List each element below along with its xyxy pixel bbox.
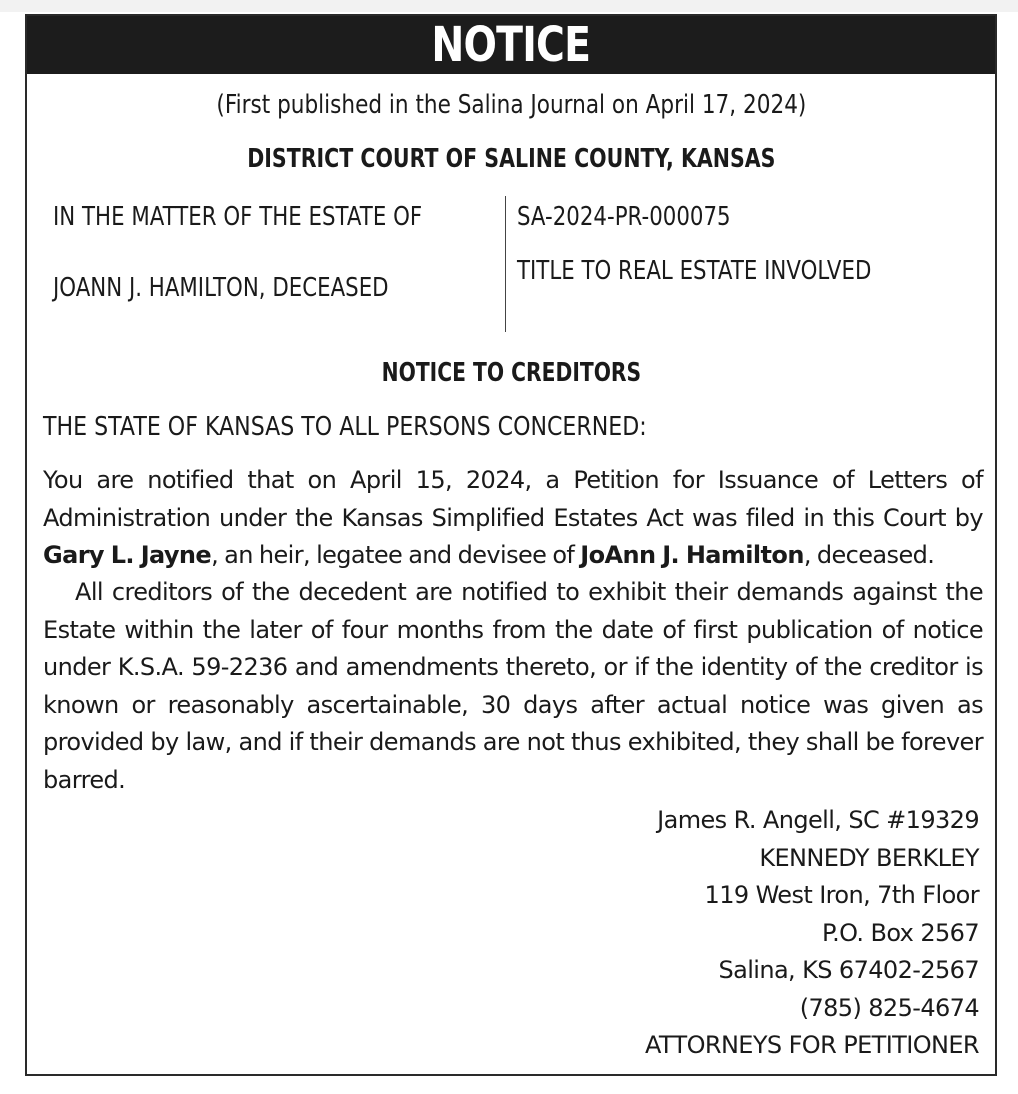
- phone-number: (785) 825-4674: [799, 993, 979, 1022]
- caption-divider: [505, 196, 506, 332]
- caption-decedent-text: JOANN J. HAMILTON, DECEASED: [53, 273, 389, 303]
- notice-heading: NOTICE: [431, 17, 591, 73]
- attorney-name: James R. Angell, SC #19329: [657, 806, 979, 834]
- caption-estate-of: [53, 202, 503, 232]
- court-text: DISTRICT COURT OF SALINE COUNTY, KANSAS: [246, 144, 776, 174]
- caption-estate-of-text: IN THE MATTER OF THE ESTATE OF: [53, 202, 423, 232]
- legal-notice: [25, 14, 997, 1076]
- publication-text: (First published in the Salina Journal on April 17, 2024): [216, 90, 806, 120]
- po-box: P.O. Box 2567: [821, 918, 979, 947]
- paragraph-creditors: All creditors of the decedent are notified to exhibit their demands against the Estate within the later of four months from the date of first publication of notice under K.S.A. 59-2236 and amendments thereto, or if the identity of the creditor is known or reasonably ascertainable, 30 days after actual notice was given as provided by law, and if their demands are not thus exhibited, they shall be forever barred.: [43, 578, 983, 794]
- paragraph-petition: [43, 462, 983, 575]
- addressee-line: [43, 412, 753, 442]
- decedent-name: JoAnn J. Hamilton: [580, 541, 804, 569]
- law-firm: KENNEDY BERKLEY: [759, 843, 979, 872]
- top-strip: [0, 0, 1018, 12]
- city-state-zip: Salina, KS 67402-2567: [718, 956, 979, 984]
- attorney-role: ATTORNEYS FOR PETITIONER: [644, 1031, 979, 1059]
- street-address: 119 West Iron, 7th Floor: [704, 881, 979, 909]
- notice-banner: [27, 16, 995, 74]
- court-name: [27, 144, 995, 174]
- petitioner-name: Gary L. Jayne: [43, 541, 212, 569]
- publication-line: [27, 90, 995, 120]
- case-number: [517, 202, 777, 232]
- paragraph-petition-part1: You are notified that on April 15, 2024, a Petition for Issuance of Letters of Administration under the Kansas Simplified Estates Act was filed in this Court by: [43, 466, 983, 532]
- real-estate-notice: [517, 256, 949, 286]
- section-title-text: NOTICE TO CREDITORS: [381, 358, 641, 388]
- case-number-text: SA-2024-PR-000075: [517, 202, 731, 232]
- paragraph-petition-part3: , deceased.: [803, 541, 935, 569]
- real-estate-text: TITLE TO REAL ESTATE INVOLVED: [517, 256, 872, 286]
- section-title: [27, 358, 995, 388]
- caption-decedent-name: [53, 273, 462, 303]
- paragraph-petition-part2: , an heir, legatee and devisee of: [211, 541, 581, 569]
- addressee-text: THE STATE OF KANSAS TO ALL PERSONS CONCERNED:: [43, 412, 647, 442]
